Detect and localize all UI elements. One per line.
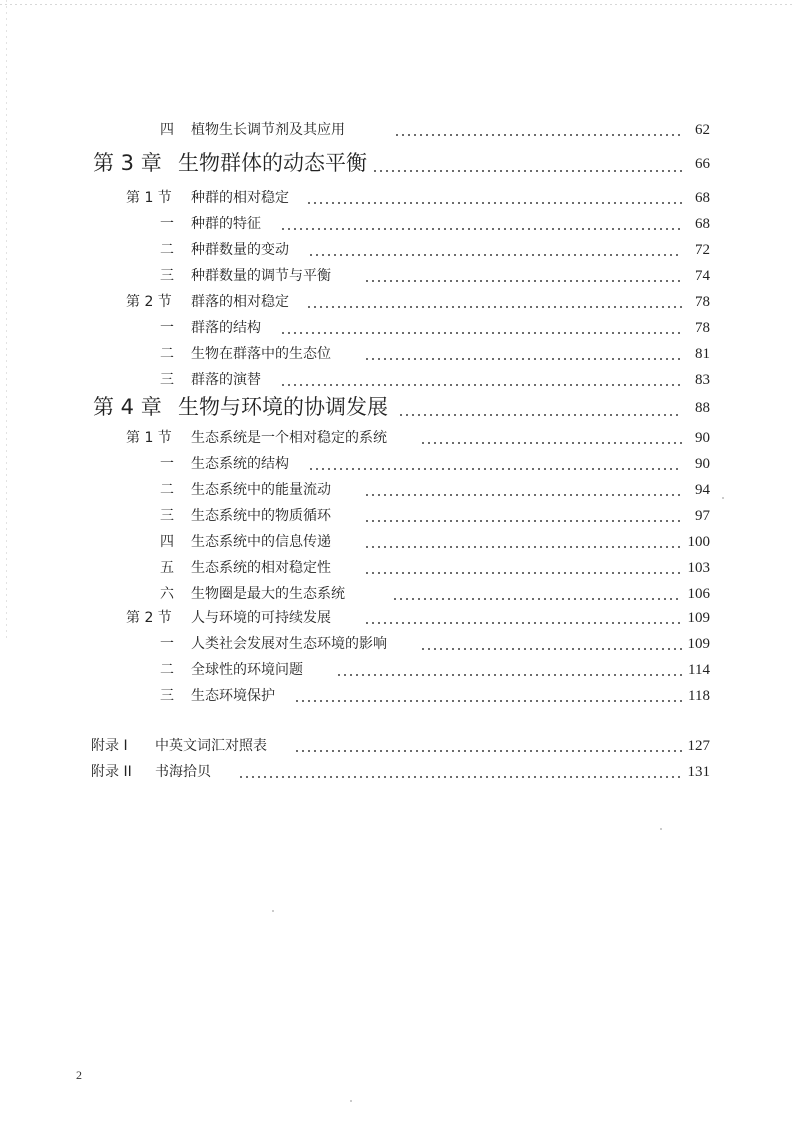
toc-item-page: 94 [695, 482, 710, 498]
toc-item-page: 114 [688, 662, 710, 678]
toc-item-title: 种群的特征 [191, 216, 261, 232]
dot-leader [280, 228, 682, 230]
dot-leader [336, 674, 682, 676]
dot-leader [308, 254, 682, 256]
toc-item-title: 全球性的环境问题 [191, 662, 303, 678]
toc-item-title: 种群数量的变动 [191, 242, 289, 258]
toc-item-label: 三 [160, 508, 174, 524]
toc-item-label: 一 [160, 320, 174, 336]
section-title: 人与环境的可持续发展 [191, 610, 331, 626]
dot-leader [280, 332, 682, 334]
toc-item[interactable] [0, 116, 794, 140]
section-title: 生态系统是一个相对稳定的系统 [191, 430, 387, 446]
dot-leader [280, 384, 682, 386]
toc-item-page: 72 [695, 242, 710, 258]
toc-item-label: 一 [160, 636, 174, 652]
toc-item-title: 生态系统中的物质循环 [191, 508, 331, 524]
dot-leader [308, 468, 682, 470]
chapter-label: 第 4 章 [93, 395, 162, 419]
toc-section[interactable] [0, 288, 794, 312]
section-page: 78 [695, 294, 710, 310]
appendix-page: 127 [687, 738, 710, 754]
appendix-label: 附录 I [91, 738, 128, 754]
toc-item-page: 78 [695, 320, 710, 336]
toc-item-title: 人类社会发展对生态环境的影响 [191, 636, 387, 652]
toc-item[interactable] [0, 554, 794, 578]
scan-speck [350, 1100, 352, 1102]
dot-leader [420, 442, 682, 444]
dot-leader [294, 750, 682, 752]
toc-item-title: 生态系统的结构 [191, 456, 289, 472]
section-label: 第 1 节 [126, 190, 172, 206]
toc-item[interactable] [0, 528, 794, 552]
toc-item[interactable] [0, 580, 794, 604]
toc-item-title: 生态系统的相对稳定性 [191, 560, 331, 576]
chapter-title: 生物群体的动态平衡 [178, 151, 367, 175]
toc-item-page: 106 [687, 586, 710, 602]
dot-leader [398, 414, 682, 416]
toc-item[interactable] [0, 340, 794, 364]
toc-item-page: 62 [695, 122, 710, 138]
dot-leader [306, 202, 682, 204]
toc-item[interactable] [0, 262, 794, 286]
toc-item-page: 68 [695, 216, 710, 232]
dot-leader [364, 280, 682, 282]
toc-item[interactable] [0, 236, 794, 260]
dot-leader [364, 358, 682, 360]
toc-item-title: 生物圈是最大的生态系统 [191, 586, 345, 602]
chapter-page: 66 [695, 156, 710, 172]
toc-item-title: 生态环境保护 [191, 688, 275, 704]
chapter-title: 生物与环境的协调发展 [178, 395, 388, 419]
dot-leader [364, 622, 682, 624]
toc-item-page: 83 [695, 372, 710, 388]
toc-item[interactable] [0, 450, 794, 474]
toc-item[interactable] [0, 210, 794, 234]
toc-item-title: 群落的演替 [191, 372, 261, 388]
toc-item-title: 种群数量的调节与平衡 [191, 268, 331, 284]
toc-item-label: 三 [160, 268, 174, 284]
toc-item[interactable] [0, 682, 794, 706]
toc-item-label: 一 [160, 456, 174, 472]
toc-item-label: 五 [160, 560, 174, 576]
toc-appendix[interactable] [0, 758, 794, 782]
toc-item[interactable] [0, 314, 794, 338]
toc-item-label: 一 [160, 216, 174, 232]
toc-item-page: 81 [695, 346, 710, 362]
section-label: 第 1 节 [126, 430, 172, 446]
scan-speck [272, 910, 274, 912]
toc-item-page: 90 [695, 456, 710, 472]
toc-item-label: 三 [160, 688, 174, 704]
toc-item-label: 二 [160, 482, 174, 498]
section-page: 109 [687, 610, 710, 626]
section-title: 种群的相对稳定 [191, 190, 289, 206]
scan-speck [660, 828, 662, 830]
dot-leader [420, 648, 682, 650]
toc-item-page: 97 [695, 508, 710, 524]
dot-leader [306, 306, 682, 308]
toc-appendix[interactable] [0, 732, 794, 756]
toc-item[interactable] [0, 366, 794, 390]
appendix-label: 附录 II [91, 764, 132, 780]
dot-leader [372, 170, 682, 172]
toc-item[interactable] [0, 656, 794, 680]
toc-item-page: 100 [687, 534, 710, 550]
toc-chapter[interactable] [0, 144, 794, 178]
toc-item-title: 生态系统中的能量流动 [191, 482, 331, 498]
dot-leader [294, 700, 682, 702]
dot-leader [364, 494, 682, 496]
chapter-label: 第 3 章 [93, 151, 162, 175]
toc-item-label: 四 [160, 122, 174, 138]
section-title: 群落的相对稳定 [191, 294, 289, 310]
page-number: 2 [76, 1068, 82, 1082]
toc-item-label: 三 [160, 372, 174, 388]
toc-item-title: 生物在群落中的生态位 [191, 346, 331, 362]
toc-item-label: 二 [160, 346, 174, 362]
dot-leader [364, 546, 682, 548]
toc-item-label: 二 [160, 242, 174, 258]
toc-item-page: 118 [688, 688, 710, 704]
appendix-page: 131 [687, 764, 710, 780]
dot-leader [238, 776, 682, 778]
dot-leader [394, 134, 682, 136]
toc-section[interactable] [0, 604, 794, 628]
section-label: 第 2 节 [126, 294, 172, 310]
appendix-title: 书海拾贝 [155, 764, 211, 780]
dot-leader [364, 520, 682, 522]
dot-leader [364, 572, 682, 574]
toc-item-title: 植物生长调节剂及其应用 [191, 122, 345, 138]
toc-section[interactable] [0, 424, 794, 448]
toc-item-label: 六 [160, 586, 174, 602]
toc-item-page: 103 [687, 560, 710, 576]
chapter-page: 88 [695, 400, 710, 416]
toc-item-page: 109 [687, 636, 710, 652]
toc-item[interactable] [0, 476, 794, 500]
toc-item-title: 群落的结构 [191, 320, 261, 336]
section-page: 68 [695, 190, 710, 206]
section-label: 第 2 节 [126, 610, 172, 626]
toc-item[interactable] [0, 630, 794, 654]
toc-item-label: 二 [160, 662, 174, 678]
toc-chapter[interactable] [0, 388, 794, 422]
toc-item-label: 四 [160, 534, 174, 550]
dot-leader [392, 598, 682, 600]
toc-item-title: 生态系统中的信息传递 [191, 534, 331, 550]
section-page: 90 [695, 430, 710, 446]
appendix-title: 中英文词汇对照表 [155, 738, 267, 754]
toc-item-page: 74 [695, 268, 710, 284]
toc-item[interactable] [0, 502, 794, 526]
toc-section[interactable] [0, 184, 794, 208]
scan-speck [722, 497, 724, 499]
